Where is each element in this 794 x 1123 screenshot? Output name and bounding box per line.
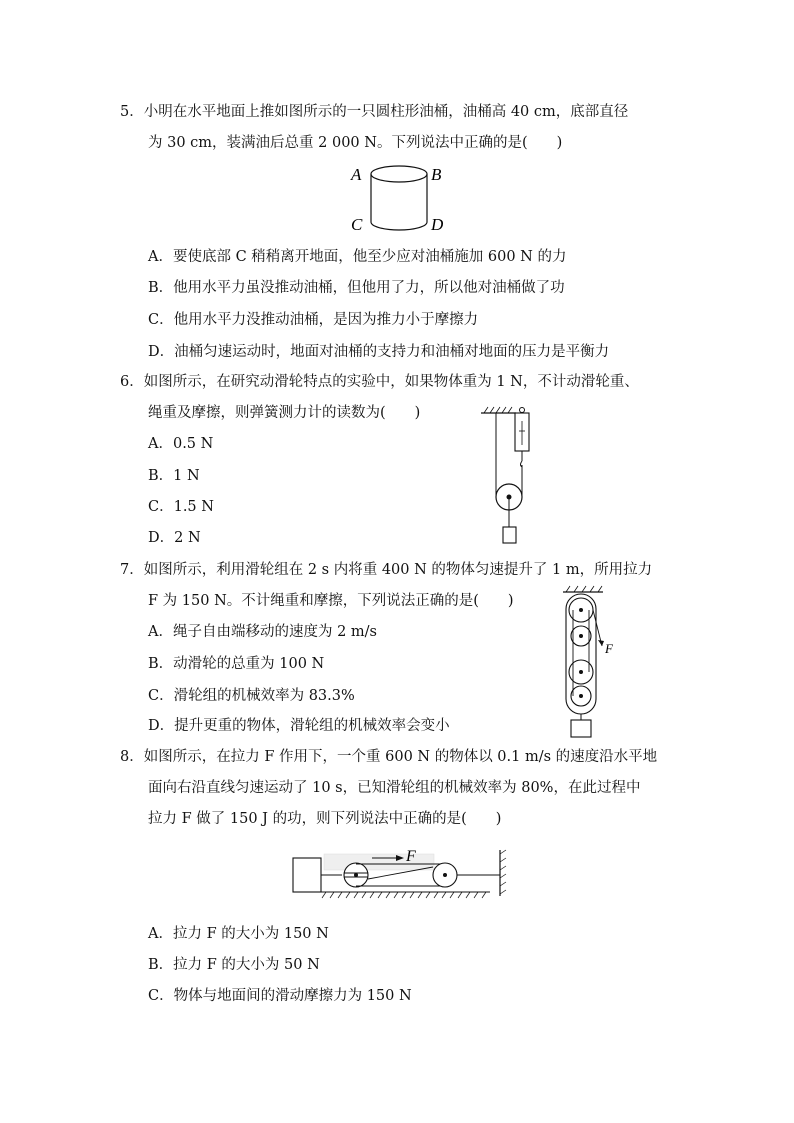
q8-stem-line1: 8．如图所示，在拉力 F 作用下，一个重 600 N 的物体以 0.1 m/s 的速度沿水平地 — [120, 749, 658, 765]
q7-option-c: C．滑轮组的机械效率为 83.3% — [148, 688, 355, 704]
q5-option-d: D．油桶匀速运动时，地面对油桶的支持力和油桶对地面的压力是平衡力 — [148, 344, 610, 360]
q5-stem-line2: 为 30 cm，装满油后总重 2 000 N。下列说法中正确的是( ) — [148, 135, 563, 151]
q8-stem-line2: 面向右沿直线匀速运动了 10 s，已知滑轮组的机械效率为 80%，在此过程中 — [148, 780, 641, 796]
q8-option-c: C．物体与地面间的滑动摩擦力为 150 N — [148, 988, 412, 1004]
cylinder-figure — [345, 160, 455, 235]
horizontal-pulley-figure — [290, 846, 515, 906]
q6-option-c: C．1.5 N — [148, 499, 214, 515]
label-c: C — [351, 215, 363, 234]
q7-option-a: A．绳子自由端移动的速度为 2 m/s — [148, 624, 377, 640]
label-d: D — [431, 215, 444, 234]
q8-force-label: F — [406, 848, 416, 865]
q7-option-d: D．提升更重的物体，滑轮组的机械效率会变小 — [148, 718, 450, 734]
q8-stem-line3: 拉力 F 做了 150 J 的功，则下列说法中正确的是( ) — [148, 811, 502, 827]
q5-option-b: B．他用水平力虽没推动油桶，但他用了力，所以他对油桶做了功 — [148, 280, 565, 296]
q5-option-c: C．他用水平力没推动油桶，是因为推力小于摩擦力 — [148, 312, 479, 328]
q5-stem-line1: 5．小明在水平地面上推如图所示的一只圆柱形油桶，油桶高 40 cm，底部直径 — [120, 104, 629, 120]
pulley-block-figure — [558, 586, 628, 740]
q7-stem-line1: 7．如图所示，利用滑轮组在 2 s 内将重 400 N 的物体匀速提升了 1 m，所用拉力 — [120, 562, 653, 578]
label-a: A — [351, 165, 362, 184]
label-b: B — [431, 165, 442, 184]
q7-stem-line2: F 为 150 N。不计绳重和摩擦，下列说法正确的是( ) — [148, 593, 514, 609]
q8-option-b: B．拉力 F 的大小为 50 N — [148, 957, 320, 973]
q6-option-a: A．0.5 N — [148, 436, 214, 452]
q5-option-a: A．要使底部 C 稍稍离开地面，他至少应对油桶施加 600 N 的力 — [148, 249, 567, 265]
q6-option-b: B．1 N — [148, 468, 200, 484]
movable-pulley-figure — [476, 405, 546, 550]
q8-option-a: A．拉力 F 的大小为 150 N — [148, 926, 329, 942]
q6-option-d: D．2 N — [148, 530, 201, 546]
q7-force-label: F — [605, 641, 613, 656]
q6-stem-line2: 绳重及摩擦，则弹簧测力计的读数为( ) — [148, 405, 421, 421]
q6-stem-line1: 6．如图所示，在研究动滑轮特点的实验中，如果物体重为 1 N，不计动滑轮重、 — [120, 374, 639, 390]
q7-option-b: B．动滑轮的总重为 100 N — [148, 656, 325, 672]
